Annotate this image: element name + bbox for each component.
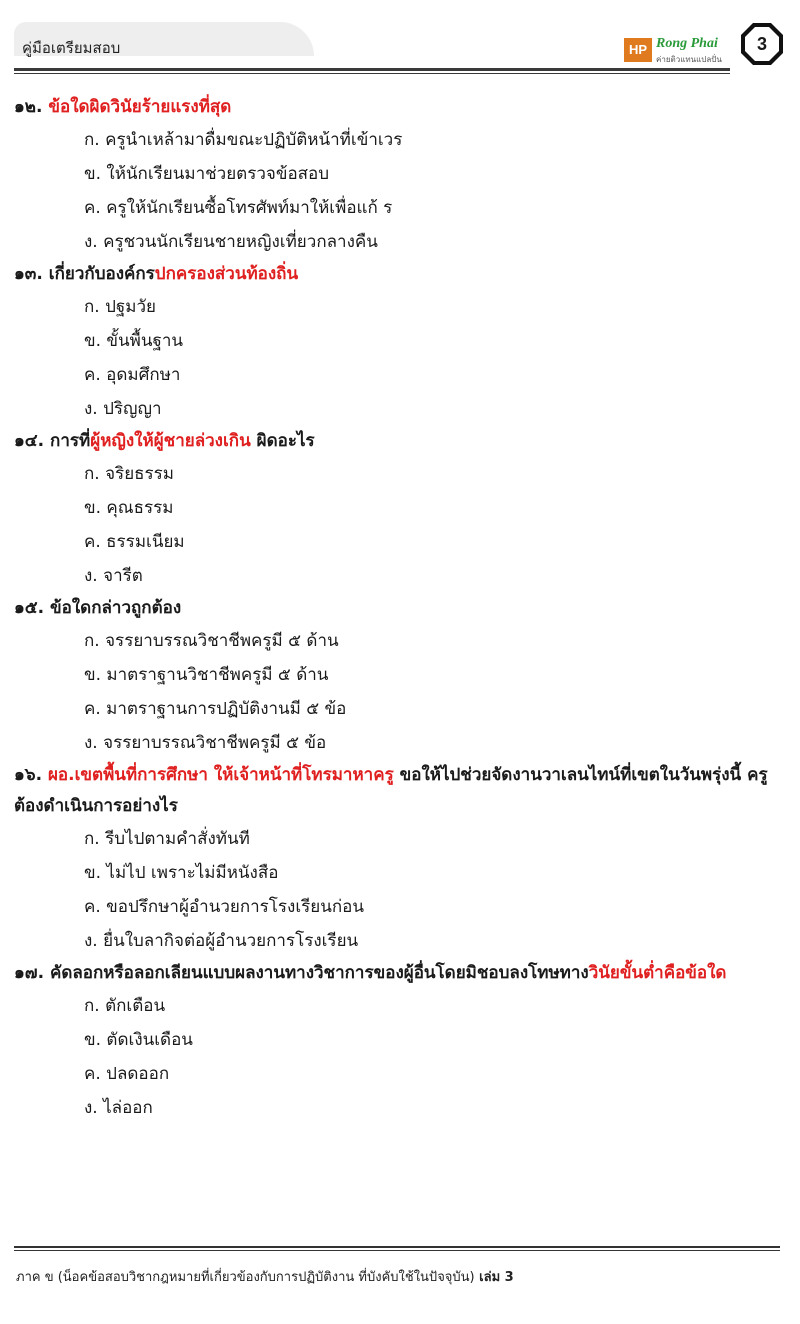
question-block: [14, 426, 790, 593]
question-text: [14, 426, 790, 457]
answer-option: ข. ให้นักเรียนมาช่วยตรวจข้อสอบ: [84, 164, 330, 184]
question-highlight: ผอ.เขตพื้นที่การศึกษา ให้เจ้าหน้าที่โทรมาหาครู: [42, 765, 394, 785]
question-number: ๑๒.: [14, 97, 43, 117]
answer-option: ข. ขั้นพื้นฐาน: [84, 331, 184, 351]
answer-option: ก. ครูนำเหล้ามาดื่มขณะปฏิบัติหน้าที่เข้าเวร: [84, 130, 403, 150]
answer-option: ข. คุณธรรม: [84, 498, 174, 518]
footer-volume: เล่ม 3: [474, 1270, 514, 1285]
footer-description: (น็อคข้อสอบวิชากฎหมายที่เกี่ยวข้องกับการปฏิบัติงาน ที่บังคับใช้ในปัจจุบัน): [53, 1270, 475, 1285]
question-highlight: ปกครองส่วนท้องถิ่น: [154, 264, 299, 284]
footer-rule-thin: [14, 1250, 780, 1251]
answer-option: ข. ตัดเงินเดือน: [84, 1030, 193, 1050]
page-number-badge: [740, 22, 784, 66]
header-rule: [14, 68, 730, 71]
question-part: ข้อใดกล่าวถูกต้อง: [44, 598, 182, 618]
question-part: การที่: [44, 431, 91, 451]
question-highlight: วินัยขั้นต่ำคือข้อใด: [588, 963, 727, 983]
answer-option: ก. ตักเตือน: [84, 996, 166, 1016]
page-number: 3: [756, 34, 767, 54]
question-block: [14, 760, 790, 958]
question-block: [14, 958, 790, 1125]
header-rule-thin: [14, 73, 730, 74]
logo-subtext: ค่ายติวแทนแปลปั่น: [656, 55, 722, 64]
question-highlight: ข้อใดผิดวินัยร้ายแรงที่สุด: [42, 97, 232, 117]
footer-rule: [14, 1246, 780, 1248]
answer-option: ก. จริยธรรม: [84, 464, 174, 484]
page-footer: [16, 1266, 514, 1287]
question-block: [14, 593, 790, 760]
answer-option: ง. จารีต: [84, 566, 143, 586]
answer-option: ค. ปลดออก: [84, 1064, 170, 1084]
question-text: [14, 92, 790, 123]
answer-option: ก. รีบไปตามคำสั่งทันที: [84, 829, 250, 849]
footer-part: ภาค ข: [16, 1270, 54, 1285]
question-text: [14, 760, 790, 822]
answer-option: ค. อุดมศึกษา: [84, 365, 181, 385]
question-number: ๑๔.: [14, 431, 45, 451]
answer-option: ข. มาตราฐานวิชาชีพครูมี ๕ ด้าน: [84, 665, 329, 685]
rong-phai-logo: [624, 36, 736, 64]
question-list: [14, 92, 790, 1125]
page-header: [0, 0, 800, 80]
question-text: [14, 958, 790, 989]
answer-option: ค. ขอปรึกษาผู้อำนวยการโรงเรียนก่อน: [84, 897, 365, 917]
answer-option: ค. ธรรมเนียม: [84, 532, 185, 552]
question-number: ๑๗.: [14, 963, 45, 983]
header-title: คู่มือเตรียมสอบ: [22, 39, 121, 57]
question-number: ๑๕.: [14, 598, 45, 618]
answer-option: ง. ไล่ออก: [84, 1098, 153, 1118]
answer-option: ก. จรรยาบรรณวิชาชีพครูมี ๕ ด้าน: [84, 631, 339, 651]
question-part: เกี่ยวกับองค์กร: [42, 264, 155, 284]
answer-option: ก. ปฐมวัย: [84, 297, 156, 317]
question-block: [14, 92, 790, 259]
question-number: ๑๓.: [14, 264, 43, 284]
answer-option: ง. ยื่นใบลากิจต่อผู้อำนวยการโรงเรียน: [84, 931, 359, 951]
answer-option: ง. ปริญญา: [84, 399, 162, 419]
logo-text: Rong Phai: [656, 36, 718, 51]
question-text: [14, 593, 790, 624]
question-part: ผิดอะไร: [250, 431, 315, 451]
answer-option: ค. ครูให้นักเรียนซื้อโทรศัพท์มาให้เพื่อแก้ ร: [84, 198, 393, 218]
answer-option: ค. มาตราฐานการปฏิบัติงานมี ๕ ข้อ: [84, 699, 347, 719]
answer-option: ง. ครูชวนนักเรียนชายหญิงเที่ยวกลางคืน: [84, 232, 378, 252]
question-part: ขอให้ไปช่วยจัดงานวาเลนไทน์ที่เขตในวันพรุ่งนี้ ครูต้องดำเนินการอย่างไร: [14, 765, 768, 816]
answer-option: ข. ไม่ไป เพราะไม่มีหนังสือ: [84, 863, 279, 883]
question-highlight: ผู้หญิงให้ผู้ชายล่วงเกิน: [90, 431, 251, 451]
answer-option: ง. จรรยาบรรณวิชาชีพครูมี ๕ ข้อ: [84, 733, 327, 753]
logo-mark: HP: [624, 38, 652, 62]
question-text: [14, 259, 790, 290]
question-part: คัดลอกหรือลอกเลียนแบบผลงานทางวิชาการของผู้อื่นโดยมิชอบลงโทษทาง: [44, 963, 589, 983]
question-block: [14, 259, 790, 426]
question-number: ๑๖.: [14, 765, 43, 785]
